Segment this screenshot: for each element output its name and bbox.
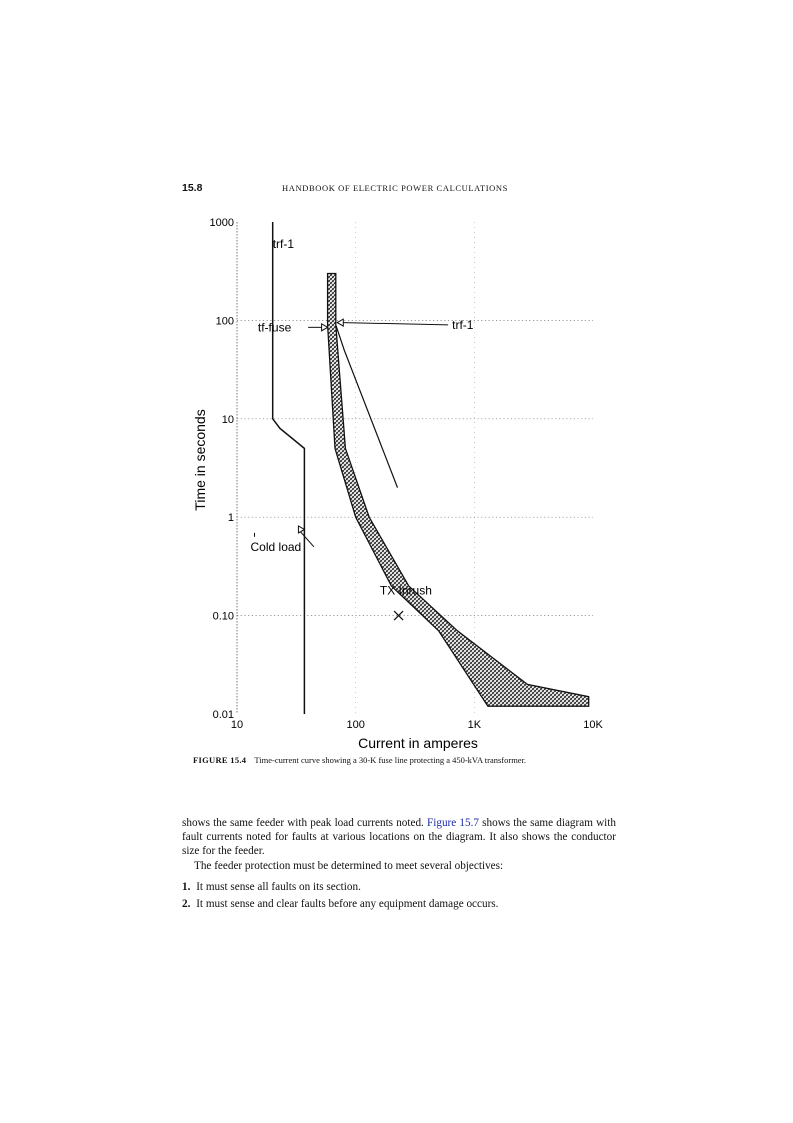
- page-header: [182, 182, 612, 196]
- y-axis-title: Time in seconds: [192, 409, 208, 511]
- list-item-number: 2.: [182, 898, 191, 911]
- list-item-number: 1.: [182, 880, 191, 893]
- y-tick-label: 0.01: [212, 709, 234, 721]
- x-axis-title: Current in amperes: [358, 735, 478, 751]
- y-tick-label: 0.10: [212, 610, 234, 623]
- transformer-damage-curve: [273, 222, 305, 714]
- running-title: HANDBOOK OF ELECTRIC POWER CALCULATIONS: [282, 183, 508, 193]
- x-tick-label: 10: [230, 719, 244, 731]
- x-tick-label: 100: [346, 719, 365, 731]
- y-tick-label: 10: [221, 413, 234, 426]
- time-current-chart: [185, 205, 615, 755]
- figure-reference-link[interactable]: Figure 15.7: [427, 817, 479, 829]
- annotation-label: trf-1: [272, 236, 295, 251]
- figure-caption: [193, 755, 526, 765]
- arrow-head: [322, 324, 328, 331]
- annotation-label: TX Inrush: [379, 583, 432, 598]
- figure-label: FIGURE 15.4: [193, 755, 247, 765]
- fuse-band: [328, 274, 589, 707]
- paragraph-1: [182, 816, 616, 859]
- paragraph-2: The feeder protection must be determined to meet several objectives:: [194, 859, 504, 872]
- x-tick-label: 1K: [467, 719, 482, 731]
- annotation-label: trf-1: [452, 317, 474, 332]
- list-item-text: It must sense and clear faults before any equipment damage occurs.: [193, 898, 499, 911]
- y-tick-label: 1000: [209, 217, 234, 229]
- annotation-layer: [251, 237, 474, 620]
- page-number: 15.8: [182, 182, 203, 194]
- paragraph-1-end: shows the same diagram with fault currents noted for faults at various locations on the diagram. It also shows the conductor size for the feeder.: [182, 817, 616, 858]
- list-item: [182, 897, 616, 911]
- body-text: [182, 816, 616, 914]
- grid-lines: [237, 222, 593, 714]
- paragraph-1-start: shows the same feeder with peak load currents noted.: [182, 817, 428, 829]
- annotation-label: Cold load: [250, 539, 302, 554]
- y-tick-label: 1: [227, 512, 234, 525]
- list-item: [182, 880, 616, 894]
- axes: [210, 217, 604, 731]
- objective-list: [182, 880, 616, 911]
- x-tick-label: 10K: [583, 719, 603, 731]
- annotation-label: tf-fuse: [257, 320, 292, 335]
- annotation-arrow-line: [343, 323, 448, 325]
- y-tick-label: 100: [215, 315, 234, 328]
- caption-text: Time-current curve showing a 30-K fuse line protecting a 450-kVA transformer.: [254, 755, 527, 765]
- list-item-text: It must sense all faults on its section.: [193, 880, 361, 893]
- arrow-head: [337, 319, 343, 326]
- series-layer: [273, 222, 589, 714]
- arrow-head: [298, 526, 304, 533]
